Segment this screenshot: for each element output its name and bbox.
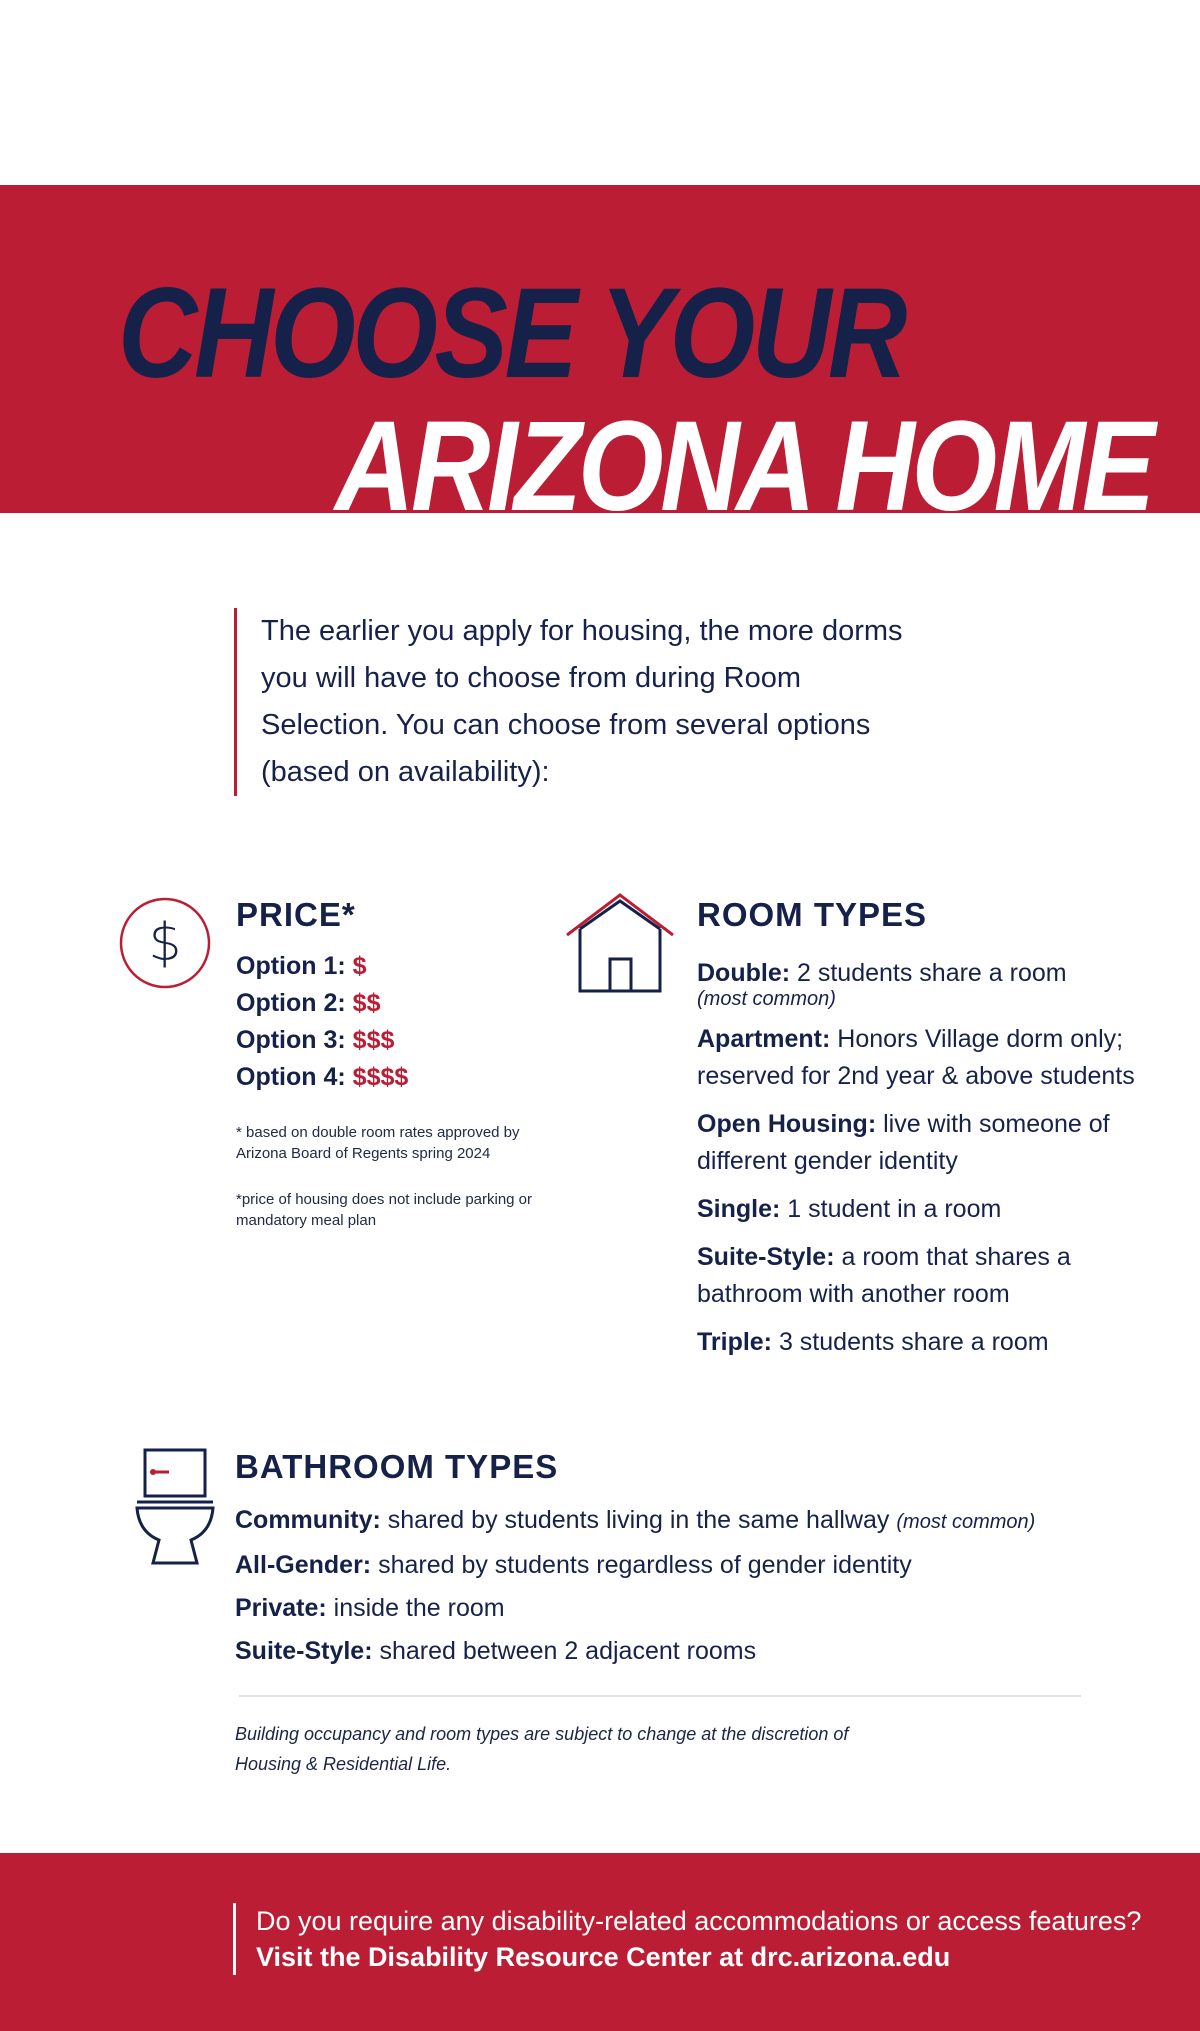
room-type-description: Honors Village dorm only; reserved for 2nd year & above students: [697, 1025, 1135, 1090]
intro-block: [234, 608, 914, 796]
bathroom-type-description: inside the room: [326, 1594, 505, 1622]
bathroom-type-note: (most common): [896, 1511, 1036, 1533]
bathroom-types-heading: BATHROOM TYPES: [235, 1448, 559, 1485]
bathroom-type-label: Private:: [235, 1594, 327, 1622]
section-divider: [239, 1695, 1081, 1697]
hero-title-line1: CHOOSE YOUR: [118, 262, 904, 405]
room-type-description: live with someone of different gender identity: [697, 1110, 1110, 1175]
room-type-double: [697, 955, 1157, 1010]
price-options: [236, 948, 536, 1096]
price-footnote-rates: * based on double room rates approved by Arizona Board of Regents spring 2024: [236, 1124, 520, 1162]
price-option-3: [236, 1022, 536, 1059]
room-type-label: Single:: [697, 1195, 781, 1223]
hero-banner: [0, 185, 1200, 513]
bathroom-type-description: shared by students living in the same hallway: [380, 1506, 897, 1534]
intro-text: The earlier you apply for housing, the more dorms you will have to choose from during Room Selection. You can choose from several options (based on availability):: [261, 615, 903, 788]
bathroom-type-all-gender: [235, 1544, 1135, 1587]
bathroom-types-list: [235, 1499, 1135, 1673]
svg-text:$: $: [148, 913, 182, 973]
option-label: Option 3:: [236, 1026, 346, 1054]
footer-banner: [0, 1853, 1200, 2031]
room-type-note: (most common): [697, 988, 836, 1010]
bathroom-type-community: [235, 1499, 1135, 1544]
bathroom-type-description: shared between 2 adjacent rooms: [372, 1637, 757, 1665]
price-symbol: $$$: [352, 1026, 395, 1054]
room-type-label: Suite-Style:: [697, 1243, 835, 1271]
dollar-circle-icon: [118, 896, 212, 990]
room-type-apartment: [697, 1021, 1157, 1095]
price-symbol: $$: [352, 989, 381, 1017]
price-symbol: $$$$: [352, 1063, 409, 1091]
room-type-label: Apartment:: [697, 1025, 831, 1053]
bathroom-type-label: Suite-Style:: [235, 1637, 373, 1665]
room-type-label: Double:: [697, 959, 791, 987]
room-type-description: 1 student in a room: [780, 1195, 1002, 1223]
room-type-description: 2 students share a room: [790, 959, 1067, 987]
price-option-4: [236, 1059, 536, 1096]
drc-link[interactable]: Visit the Disability Resource Center at drc.arizona.edu: [256, 1942, 951, 1972]
price-option-2: [236, 985, 536, 1022]
price-option-1: [236, 948, 536, 985]
bathroom-type-label: Community:: [235, 1506, 381, 1534]
option-label: Option 4:: [236, 1063, 346, 1091]
room-type-open-housing: [697, 1106, 1157, 1180]
price-symbol: $: [352, 952, 367, 980]
hero-title-line2: ARIZONA HOME: [335, 395, 1152, 513]
bathroom-type-description: shared by students regardless of gender identity: [371, 1551, 912, 1579]
option-label: Option 1:: [236, 952, 346, 980]
toilet-icon: [135, 1448, 215, 1566]
room-types-list: [697, 955, 1157, 1372]
footer-callout: [233, 1903, 1141, 1975]
room-type-single: [697, 1191, 1157, 1228]
room-type-label: Triple:: [697, 1328, 773, 1356]
accommodations-question: Do you require any disability-related accommodations or access features?: [256, 1906, 1142, 1936]
room-type-description: a room that shares a bathroom with another room: [697, 1243, 1071, 1308]
bathroom-type-suite-style: [235, 1630, 1135, 1673]
house-icon: [565, 893, 675, 993]
room-type-description: 3 students share a room: [772, 1328, 1049, 1356]
price-footnote-exclusions: *price of housing does not include parking or mandatory meal plan: [236, 1191, 533, 1229]
bathroom-type-label: All-Gender:: [235, 1551, 372, 1579]
disclaimer-text: Building occupancy and room types are subject to change at the discretion of Housing & Residential Life.: [235, 1724, 849, 1774]
room-type-label: Open Housing:: [697, 1110, 877, 1138]
option-label: Option 2:: [236, 989, 346, 1017]
price-heading: PRICE*: [236, 896, 356, 933]
room-type-suite-style: [697, 1239, 1157, 1313]
bathroom-type-private: [235, 1587, 1135, 1630]
room-types-heading: ROOM TYPES: [697, 896, 928, 933]
room-type-triple: [697, 1324, 1157, 1361]
